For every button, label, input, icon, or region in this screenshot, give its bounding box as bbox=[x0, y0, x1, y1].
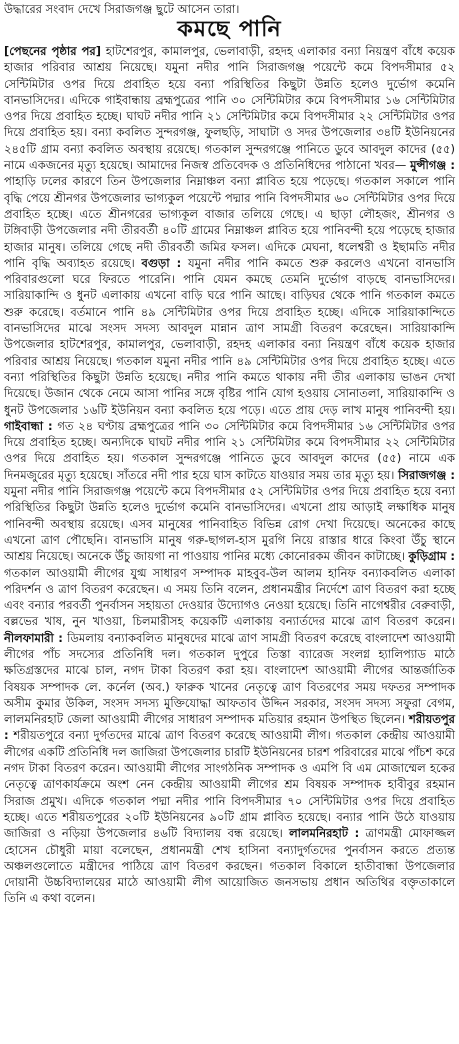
previous-article-tail: উদ্ধারের সংবাদ দেখে সিরাজগঞ্জ ছুটে আসেন তারা। bbox=[4, 2, 240, 16]
paragraph-text: যমুনা নদীর পানি কমতে শুরু করলেও এখনো বানভাসি পরিবারগুলো ঘরে ফিরতে পারেনি। পানি যেমন কমছে তেমনি দুর্ভোগ বাড়ছে বানভাসিদের। সারিয়াকান্দি ও ধুনট এলাকায় এখনো বাড়ি ঘরে পানি আছে। বাড়িঘর থেকে পানি গতকাল কমতে শুরু করেছে। বর্তমানে পানি ৪৯ সেন্টিমিটার ওপর দিয়ে প্রবাহিত হচ্ছে। এদিকে সারিয়াকান্দিতে বানভাসিদের মাঝে সংসদ সদস্য আবদুল মান্নান ত্রাণ সামগ্রী বিতরণ করেছেন। সারিয়াকান্দি উপজেলার হাটশেরপুর, কামালপুর, ভেলাবাড়ী, রহদহ এলাকার বন্যা নিয়ন্ত্রণ বাঁধে কয়েক হাজার পরিবার আশ্রয় নিয়েছে। গতকাল যমুনা নদীর পানি ৪৯ সেন্টিমিটার ওপর দিয়ে প্রবাহিত হচ্ছে। এতে বন্যা পরিস্থিতির কিছুটা উন্নতি হয়েছে। নদীর পানি কমতে থাকায় নদী তীর এলাকায় ভাঙন দেখা দিয়েছে। উজান থেকে নেমে আসা পানির সঙ্গে বৃষ্টির পানি যোগ হওয়ায় সোনাতলা, সারিয়াকান্দি ও ধুনট উপজেলার ১৬টি ইউনিয়ন বন্যা কবলিত হয়ে পড়ে। এতে প্রায় দেড় লাখ মানুষ পানিবন্দী হয়। bbox=[4, 255, 456, 417]
article-paragraph-shariatpur bbox=[4, 712, 455, 840]
article-paragraph-sirajganj bbox=[4, 468, 455, 563]
paragraph-lead: লালমনিরহাট : bbox=[289, 826, 360, 841]
article-paragraph-munshiganj bbox=[4, 158, 455, 270]
paragraph-text: গত ২৪ ঘণ্টায় ব্রহ্মপুত্রের পানি ৩০ সেন্টিমিটার কমে বিপদসীমার ১৬ সেন্টিমিটার ওপর দিয়ে প্রবাহিত হচ্ছে। অন্যদিকে ঘাঘট নদীর পানি ২১ সেন্টিমিটার কমে বিপদসীমার ২২ সেন্টিমিটার ওপর দিয়ে প্রবাহিত হয়। গতকাল সুন্দরগঞ্জে পানিতে ডুবে আবদুল কাদের (৫৫) নামে এক দিনমজুরের মৃত্যু হয়েছে। সাঁতরে নদী পার হয়ে ঘাস কাটতে যাওয়ার সময় তার মৃত্যু হয়। bbox=[4, 418, 455, 482]
paragraph-text: ডিমলায় বন্যাকবলিত মানুষদের মাঝে ত্রাণ সামগ্রী বিতরণ করেছে বাংলাদেশ আওয়ামী লীগের পাঁচ সদস্যের প্রতিনিধি দল। গতকাল দুপুরে তিস্তা ব্যারেজ সংলগ্ন হ্যালিপ্যাড মাঠে ক্ষতিগ্রস্তদের মাঝে চাল, নগদ টাকা বিতরণ করা হয়। বাংলাদেশ আওয়ামী লীগের আন্তর্জাতিক বিষয়ক সম্পাদক লে. কর্নেল (অব.) ফারুক খানের নেতৃত্বে ত্রাণ বিতরণের সময় দফতর সম্পাদক অসীম কুমার উকিল, সংসদ সদস্য মুক্তিযোদ্ধা আফতাব উদ্দিন সরকার, সংসদ সদস্য সফুরা বেগম, লালমনিরহাট জেলা আওয়ামী লীগের সাধারণ সম্পাদক মতিয়ার রহমান উপস্থিত ছিলেন। bbox=[4, 630, 455, 727]
article-paragraph-bogura bbox=[4, 256, 455, 417]
article-headline: কমছে পানি bbox=[177, 17, 282, 42]
paragraph-lead: শরীয়তপুর : bbox=[4, 712, 455, 743]
paragraph-text: হাটশেরপুর, কামালপুর, ভেলাবাড়ী, রহদহ এলাকার বন্যা নিয়ন্ত্রণ বাঁধে কয়েক হাজার পরিবার আশ্রয় নিয়েছে। যমুনা নদীর পানি সিরাজগঞ্জ পয়েন্টে কমে বিপদসীমার ৫২ সেন্টিমিটার ওপর দিয়ে প্রবাহিত হয়ে বন্যা পরিস্থিতির কিছুটা উন্নতি হলেও দুর্ভোগ কমেনি বানভাসিদের। এদিকে গাইবান্ধায় ব্রহ্মপুত্রের পানি ৩০ সেন্টিমিটার কমে বিপদসীমার ১৬ সেন্টিমিটার ওপর দিয়ে প্রবাহিত হচ্ছে। ঘাঘট নদীর পানি ২১ সেন্টিমিটার কমে বিপদসীমার ২২ সেন্টিমিটার ওপর দিয়ে প্রবাহিত হয়। বন্যা কবলিত সুন্দরগঞ্জ, ফুলছড়ি, সাঘাটা ও সদর উপজেলার ৩৪টি ইউনিয়নের ২৪৫টি গ্রাম বন্যা কবলিত অবস্থায় রয়েছে। গতকাল সুন্দরগঞ্জে পানিতে ডুবে আবদুল কাদের (৫৫) নামে একজনের মৃত্যু হয়েছে। আমাদের নিজস্ব প্রতিবেদক ও প্রতিনিধিদের পাঠানো খবর— bbox=[4, 44, 455, 173]
paragraph-lead: বগুড়া : bbox=[141, 255, 182, 270]
paragraph-text: ত্রাণমন্ত্রী মোফাজ্জল হোসেন চৌধুরী মায়া বলেছেন, প্রধানমন্ত্রী শেখ হাসিনা বন্যাদুর্গতদের পুনর্বাসন করতে প্রত্যন্ত অঞ্চলগুলোতে মন্ত্রীদের পাঠিয়ে ত্রাণ বিতরণ করছেন। গতকাল বিকালে হাতীবান্ধা উপজেলার দোয়ানী উচ্চবিদ্যালয়ের মাঠে আওয়ামী লীগ আয়োজিত জনসভায় প্রধান অতিথির বক্তৃতাকালে তিনি এ কথা বলেন। bbox=[4, 826, 455, 906]
paragraph-text: পাহাড়ি ঢলের কারণে তিন উপজেলার নিম্নাঞ্চল বন্যা প্লাবিত হয়ে পড়েছে। গতকাল সকালে পানি বৃদ্ধি পেয়ে শ্রীনগর উপজেলার ভাগ্যকুল পয়েন্টে পদ্মার পানি বিপদসীমার ৬০ সেন্টিমিটার ওপর দিয়ে প্রবাহিত হচ্ছে। এতে শ্রীনগরের ভাগ্যকূল বাজার তলিয়ে গেছে। এ ছাড়া লৌহজং, শ্রীনগর ও টঙ্গিবাড়ী উপজেলার নদী তীরবর্তী ৪০টি গ্রামের নিম্নাঞ্চল প্লাবিত হয়ে পানিবন্দী হয়ে পড়েছে হাজার হাজার মানুষ। তলিয়ে গেছে নদী তীরবর্তী জমির ফসল। এদিকে মেঘনা, ধলেশ্বরী ও ইছামতি নদীর পানি বৃদ্ধি অব্যাহত রয়েছে। bbox=[4, 174, 455, 270]
paragraph-text: যমুনা নদীর পানি সিরাজগঞ্জ পয়েন্টে কমে বিপদসীমার ৫২ সেন্টিমিটার ওপর দিয়ে প্রবাহিত হয়ে বন্যা পরিস্থিতির কিছুটা উন্নতি হলেও দুর্ভোগ কমেনি বানভাসিদের। এখনো প্রায় আড়াই লক্ষাধিক মানুষ পানিবন্দী অবস্থায় রয়েছে। এসব মানুষের পানিবাহিত বিভিন্ন রোগ দেখা দিয়েছে। অনেকের কাছে এখনো ত্রাণ পৌছেনি। বানভাসি মানুষ গরু-ছাগল-হাস মুরগি নিয়ে রাস্তার ধারে কিংবা উঁচু স্থানে আশ্রয় নিয়েছে। অনেকে উঁচু জায়গা না পাওয়ায় পানির মধ্যে কোনোরকম জীবন কাটাচ্ছে। bbox=[4, 484, 455, 564]
paragraph-lead: কুড়িগ্রাম : bbox=[408, 549, 455, 564]
paragraph-lead: নীলফামারী : bbox=[4, 630, 63, 645]
article-body bbox=[4, 43, 455, 907]
paragraph-lead: গাইবান্ধা : bbox=[4, 418, 53, 433]
article-paragraph-gaibandha bbox=[4, 419, 455, 482]
paragraph-lead: মুন্সীগঞ্জ : bbox=[410, 158, 455, 173]
article-paragraph-nilphamari bbox=[4, 631, 455, 726]
paragraph-text: গতকাল আওয়ামী লীগের যুগ্ম সাধারণ সম্পাদক মাহবুব-উল আলম হানিফ বন্যাকবলিত এলাকা পরিদর্শন ও ত্রাণ বিতরণ করেছেন। এ সময় তিনি বলেন, প্রধানমন্ত্রীর নির্দেশে ত্রাণ বিতরণ করা হচ্ছে এবং বন্যার পরবর্তী পুনর্বাসন সহায়তা দেওয়ার উদ্যোগও নেওয়া হয়েছে। তিনি নাগেশ্বরীর বেরুবাড়ী, বল্লভের খাষ, নুন খাওয়া, চিলমারীসহ কয়েকটি এলাকায় বন্যার্তদের মাঝে ত্রাণ বিতরণ করেন। bbox=[4, 565, 455, 629]
paragraph-lead: সিরাজগঞ্জ : bbox=[398, 467, 456, 482]
article-paragraph-intro bbox=[4, 44, 455, 172]
paragraph-text: শরীয়তপুরে বন্যা দুর্গতদের মাঝে ত্রাণ বিতরণ করেছে আওয়ামী লীগ। গতকাল কেন্দ্রীয় আওয়ামী লীগের একটি প্রতিনিধি দল জাজিরা উপজেলার চারটি ইউনিয়নের চারশ পরিবারের মাঝে পাঁচশ করে নগদ টাকা বিতরণ করেন। আওয়ামী লীগের সাংগঠনিক সম্পাদক ও এমপি বি এম মোজাম্মেল হকের নেতৃত্বে ত্রাণকার্যক্রমে অংশ নেন কেন্দ্রীয় আওয়ামী লীগের শ্রম বিষয়ক সম্পাদক হাবীবুর রহমান সিরাজ প্রমুখ। এদিকে গতকাল পদ্মা নদীর পানি বিপদসীমার ৭০ সেন্টিমিটার ওপর দিয়ে প্রবাহিত হচ্ছে। এতে শরীয়তপুরের ২০টি ইউনিয়নের ৯০টি গ্রাম প্লাবিত হয়েছে। বন্যার পানি উঠে যাওয়ায় জাজিরা ও নড়িয়া উপজেলার ৪৬টি বিদ্যালয় বন্ধ রয়েছে। bbox=[4, 728, 455, 841]
paragraph-lead: [পেছনের পৃষ্ঠার পর] bbox=[4, 44, 101, 58]
